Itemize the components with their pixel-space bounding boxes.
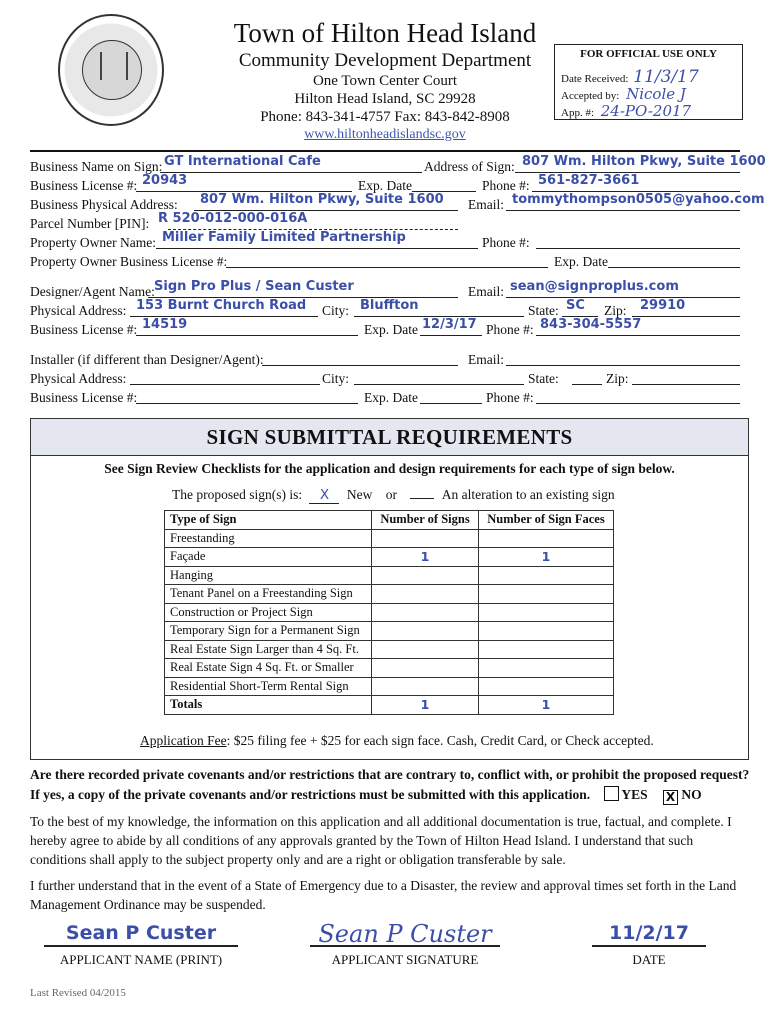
designer-zip-line	[632, 316, 740, 317]
designer-zip-field[interactable]: 29910	[640, 298, 686, 313]
app-number-label: App. #:	[561, 107, 594, 119]
or-label: or	[385, 487, 397, 502]
designer-exp-label: Exp. Date	[364, 322, 418, 337]
covenants-row	[30, 786, 702, 805]
business-phone-label: Phone #:	[482, 178, 530, 193]
fee-row	[140, 733, 654, 749]
installer-address-label: Physical Address:	[30, 371, 127, 386]
designer-state-field[interactable]: SC	[566, 298, 585, 313]
designer-phone-label: Phone #:	[486, 322, 534, 337]
owner-name-field[interactable]: Miller Family Limited Partnership	[162, 230, 406, 245]
phone-fax: Phone: 843-341-4757 Fax: 843-842-8908	[260, 109, 510, 125]
owner-exp-line	[608, 267, 740, 268]
table-row	[165, 659, 614, 678]
installer-city-line	[354, 384, 524, 385]
parcel-label: Parcel Number [PIN]:	[30, 216, 150, 231]
installer-license-line	[136, 403, 358, 404]
designer-name-label: Designer/Agent Name:	[30, 284, 155, 299]
owner-exp-label: Exp. Date	[554, 254, 608, 269]
accepted-by-label: Accepted by:	[561, 90, 620, 102]
designer-email-field[interactable]: sean@signproplus.com	[510, 279, 679, 294]
date-received-value: 11/3/17	[633, 67, 699, 87]
covenants-note: If yes, a copy of the private covenants and/or restrictions must be submitted with this application.	[30, 787, 591, 802]
table-row	[165, 566, 614, 585]
no-label: NO	[681, 787, 702, 802]
col-faces-header: Number of Sign Faces	[479, 511, 614, 530]
table-row	[165, 529, 614, 548]
owner-phone-label: Phone #:	[482, 235, 530, 250]
town-title: Town of Hilton Head Island	[233, 18, 537, 48]
number-of-signs-cell[interactable]	[372, 677, 479, 696]
totals-label: Totals	[165, 696, 372, 715]
installer-name-line	[262, 365, 458, 366]
table-row	[165, 585, 614, 604]
designer-license-field[interactable]: 14519	[142, 317, 188, 332]
address-line-1: One Town Center Court	[312, 73, 458, 89]
accepted-by-row	[561, 85, 686, 103]
sign-type-cell: Residential Short-Term Rental Sign	[165, 677, 372, 696]
sign-type-cell: Real Estate Sign Larger than 4 Sq. Ft.	[165, 640, 372, 659]
yes-label: YES	[621, 787, 648, 802]
number-of-signs-cell[interactable]	[372, 622, 479, 641]
business-email-label: Email:	[468, 197, 504, 212]
sign-type-cell: Tenant Panel on a Freestanding Sign	[165, 585, 372, 604]
designer-license-label: Business License #:	[30, 322, 138, 337]
designer-state-label: State:	[528, 303, 559, 318]
designer-phone-field[interactable]: 843-304-5557	[540, 317, 642, 332]
number-of-signs-cell[interactable]: 1	[372, 548, 479, 567]
number-of-signs-cell[interactable]	[372, 529, 479, 548]
designer-exp-field[interactable]: 12/3/17	[422, 317, 477, 332]
number-of-faces-cell[interactable]	[479, 659, 614, 678]
business-physical-field[interactable]: 807 Wm. Hilton Pkwy, Suite 1600	[200, 192, 444, 207]
applicant-name-line	[44, 945, 238, 947]
designer-phone-line	[536, 335, 740, 336]
number-of-faces-cell[interactable]	[479, 622, 614, 641]
installer-address-line	[130, 384, 320, 385]
owner-license-line	[226, 267, 548, 268]
table-row	[165, 603, 614, 622]
number-of-signs-cell[interactable]	[372, 659, 479, 678]
installer-email-line	[506, 365, 740, 366]
website-link[interactable]: www.hiltonheadislandsc.gov	[304, 127, 466, 142]
installer-phone-label: Phone #:	[486, 390, 534, 405]
number-of-faces-cell[interactable]	[479, 640, 614, 659]
installer-zip-label: Zip:	[606, 371, 629, 386]
covenants-question: Are there recorded private covenants and/or restrictions that are contrary to, conflict with, or prohibit the proposed request?	[30, 767, 750, 782]
sign-address-label: Address of Sign:	[424, 159, 515, 174]
business-email-line	[506, 210, 740, 211]
business-license-label: Business License #:	[30, 178, 138, 193]
applicant-signature-label: APPLICANT SIGNATURE	[331, 952, 479, 967]
number-of-faces-cell[interactable]	[479, 585, 614, 604]
last-revised: Last Revised 04/2015	[30, 987, 126, 999]
department-name: Community Development Department	[238, 50, 532, 71]
owner-name-label: Property Owner Name:	[30, 235, 156, 250]
business-physical-label: Business Physical Address:	[30, 197, 178, 212]
number-of-faces-cell[interactable]	[479, 529, 614, 548]
number-of-faces-cell[interactable]	[479, 566, 614, 585]
sign-type-cell: Façade	[165, 548, 372, 567]
emergency-paragraph: I further understand that in the event of a State of Emergency due to a Disaster, the review and approval times set forth in the Land Management Ordinance may be suspended.	[30, 878, 737, 912]
business-name-field[interactable]: GT International Cafe	[164, 154, 321, 169]
number-of-signs-cell[interactable]	[372, 640, 479, 659]
designer-zip-label: Zip:	[604, 303, 627, 318]
sign-type-cell: Construction or Project Sign	[165, 603, 372, 622]
proposed-label: The proposed sign(s) is:	[172, 487, 303, 502]
accepted-by-value: Nicole J	[626, 85, 686, 103]
sign-address-field[interactable]: 807 Wm. Hilton Pkwy, Suite 1600	[522, 154, 766, 169]
sign-type-table	[164, 510, 614, 715]
agreement-paragraph: To the best of my knowledge, the information on this application and all additional documentation is true, factual, and complete. I hereby agree to abide by all conditions of any approvals granted by the Town of Hilton Head Island. I understand that such conditions shall apply to the subject property only and are a right or obligation transferable by sale.	[30, 814, 732, 867]
number-of-signs-cell[interactable]	[372, 603, 479, 622]
designer-address-label: Physical Address:	[30, 303, 127, 318]
table-row	[165, 677, 614, 696]
number-of-signs-cell[interactable]	[372, 585, 479, 604]
number-of-faces-cell[interactable]	[479, 603, 614, 622]
number-of-signs-cell[interactable]	[372, 566, 479, 585]
table-header-row	[165, 511, 614, 530]
designer-name-field[interactable]: Sign Pro Plus / Sean Custer	[154, 279, 354, 294]
table-row	[165, 640, 614, 659]
number-of-faces-cell[interactable]: 1	[479, 548, 614, 567]
date-received-label: Date Received:	[561, 73, 629, 85]
designer-email-line	[506, 297, 740, 298]
col-type-header: Type of Sign	[165, 511, 372, 530]
installer-state-line	[572, 384, 602, 385]
number-of-faces-cell[interactable]	[479, 677, 614, 696]
installer-name-label: Installer (if different than Designer/Agent):	[30, 352, 264, 367]
proposed-row	[172, 487, 615, 504]
new-label: New	[346, 487, 373, 502]
installer-exp-line	[420, 403, 482, 404]
new-checkmark[interactable]: X	[309, 487, 339, 504]
applicant-signature-image: Sean P Custer	[318, 920, 492, 948]
business-name-label: Business Name on Sign:	[30, 159, 163, 174]
applicant-name-value[interactable]: Sean P Custer	[65, 922, 217, 944]
table-row	[165, 548, 614, 567]
installer-license-label: Business License #:	[30, 390, 138, 405]
designer-address-field[interactable]: 153 Burnt Church Road	[136, 298, 307, 313]
alteration-blank[interactable]	[410, 498, 434, 499]
sign-type-cell: Freestanding	[165, 529, 372, 548]
business-phone-field[interactable]: 561-827-3661	[538, 173, 640, 188]
designer-license-line	[136, 335, 358, 336]
installer-phone-line	[536, 403, 740, 404]
owner-phone-line	[536, 248, 740, 249]
applicant-signature-line	[310, 945, 500, 947]
sign-type-cell: Temporary Sign for a Permanent Sign	[165, 622, 372, 641]
header-divider	[30, 150, 740, 152]
totals-number[interactable]: 1	[372, 696, 479, 715]
installer-state-label: State:	[528, 371, 559, 386]
designer-city-label: City:	[322, 303, 350, 318]
applicant-name-label: APPLICANT NAME (PRINT)	[59, 952, 223, 967]
requirements-heading: SIGN SUBMITTAL REQUIREMENTS	[31, 419, 748, 456]
business-license-field[interactable]: 20943	[142, 173, 188, 188]
table-row	[165, 622, 614, 641]
designer-email-label: Email:	[468, 284, 504, 299]
date-label: DATE	[632, 952, 666, 967]
checklist-note: See Sign Review Checklists for the application and design requirements for each type of sign below.	[104, 461, 675, 476]
sign-type-cell: Hanging	[165, 566, 372, 585]
owner-license-label: Property Owner Business License #:	[30, 254, 228, 269]
app-number-row	[561, 102, 691, 120]
no-checkbox[interactable]: X	[663, 790, 678, 805]
fee-label: Application Fee	[140, 733, 227, 748]
sign-type-cell: Real Estate Sign 4 Sq. Ft. or Smaller	[165, 659, 372, 678]
fee-text: : $25 filing fee + $25 for each sign face. Cash, Credit Card, or Check accepted.	[226, 733, 654, 748]
alteration-label: An alteration to an existing sign	[441, 487, 615, 502]
date-line	[592, 945, 706, 947]
installer-exp-label: Exp. Date	[364, 390, 418, 405]
business-email-field[interactable]: tommythompson0505@yahoo.com	[512, 192, 765, 207]
designer-city-field[interactable]: Bluffton	[360, 298, 419, 313]
totals-faces[interactable]: 1	[479, 696, 614, 715]
owner-name-line	[156, 248, 478, 249]
designer-exp-line	[420, 335, 482, 336]
col-number-header: Number of Signs	[372, 511, 479, 530]
official-use-title: FOR OFFICIAL USE ONLY	[580, 48, 717, 60]
installer-email-label: Email:	[468, 352, 504, 367]
parcel-field[interactable]: R 520-012-000-016A	[158, 211, 308, 226]
official-use-box	[554, 44, 743, 120]
totals-row	[165, 696, 614, 715]
date-value[interactable]: 11/2/17	[609, 922, 689, 944]
installer-city-label: City:	[322, 371, 350, 386]
business-name-line	[160, 172, 422, 173]
address-line-2: Hilton Head Island, SC 29928	[294, 91, 476, 107]
app-number-value: 24-PO-2017	[600, 102, 692, 120]
business-exp-label: Exp. Date	[358, 178, 412, 193]
yes-checkbox[interactable]	[604, 786, 619, 801]
installer-zip-line	[632, 384, 740, 385]
date-received-row	[561, 67, 699, 87]
